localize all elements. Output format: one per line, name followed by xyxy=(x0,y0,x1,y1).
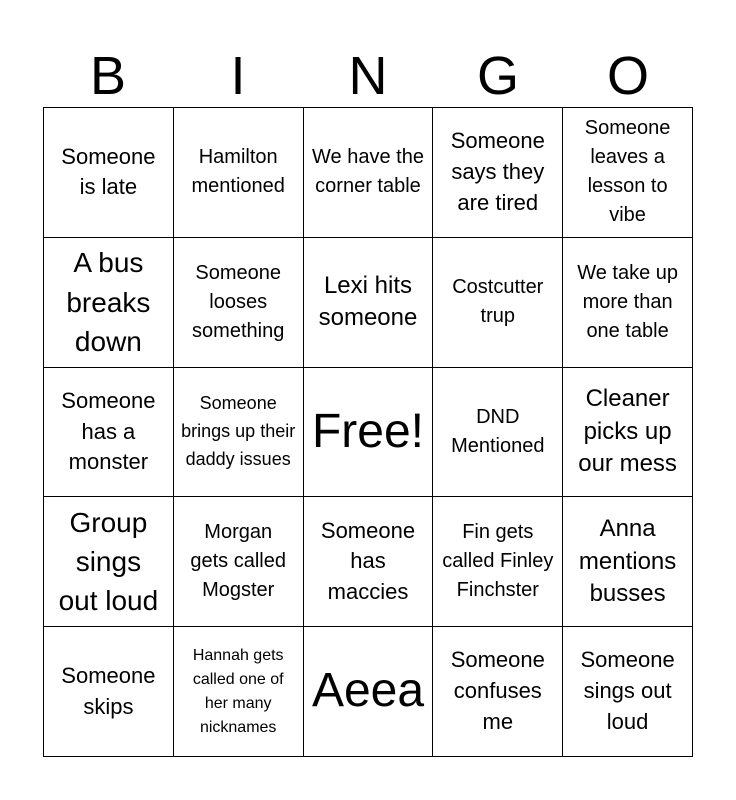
bingo-cell[interactable] xyxy=(174,627,304,757)
header-letter-g: G xyxy=(476,46,519,106)
cell-text: Someone says they are tired xyxy=(450,128,545,215)
bingo-cell[interactable] xyxy=(304,368,434,498)
bingo-cell[interactable] xyxy=(304,627,434,757)
bingo-cell[interactable] xyxy=(44,238,174,368)
free-space: Free! xyxy=(311,404,424,458)
bingo-cell[interactable] xyxy=(304,497,434,627)
cell-text: Morgan gets called Mogster xyxy=(190,521,286,602)
bingo-cell[interactable] xyxy=(433,108,563,238)
bingo-cell[interactable] xyxy=(433,497,563,627)
cell-text: Aeea xyxy=(311,664,425,718)
cell-text: Someone sings out loud xyxy=(580,647,675,734)
bingo-header xyxy=(43,45,693,107)
cell-text: Someone has a monster xyxy=(61,387,156,475)
cell-text: DND Mentioned xyxy=(451,405,545,457)
bingo-cell[interactable] xyxy=(174,108,304,238)
bingo-cell[interactable] xyxy=(563,368,693,498)
header-letter-i: I xyxy=(230,46,246,106)
bingo-cell[interactable] xyxy=(174,497,304,627)
cell-text: Someone has maccies xyxy=(320,517,416,605)
bingo-cell[interactable] xyxy=(304,108,434,238)
header-letter-o: O xyxy=(606,46,649,106)
bingo-cell[interactable] xyxy=(563,108,693,238)
bingo-cell[interactable] xyxy=(563,497,693,627)
cell-text: Hannah gets called one of her many nicknames xyxy=(192,646,284,736)
cell-text: Lexi hits someone xyxy=(318,271,418,332)
header-letter-b: B xyxy=(89,46,127,106)
cell-text: Group sings out loud xyxy=(58,507,159,617)
cell-text: We have the corner table xyxy=(312,146,424,198)
cell-text: Someone leaves a lesson to vibe xyxy=(584,117,671,227)
bingo-cell[interactable] xyxy=(433,368,563,498)
cell-text: We take up more than one table xyxy=(577,261,678,342)
bingo-grid xyxy=(43,107,693,757)
bingo-cell[interactable] xyxy=(44,368,174,498)
cell-text: Hamilton mentioned xyxy=(191,146,285,198)
header-letter-n: N xyxy=(348,46,388,106)
cell-text: Someone skips xyxy=(61,662,156,719)
bingo-cell[interactable] xyxy=(433,627,563,757)
bingo-cell[interactable] xyxy=(174,368,304,498)
cell-text: Anna mentions busses xyxy=(578,515,677,607)
cell-text: Cleaner picks up our mess xyxy=(578,385,677,478)
cell-text: Someone is late xyxy=(61,143,156,200)
bingo-cell[interactable] xyxy=(174,238,304,368)
bingo-cell[interactable] xyxy=(44,627,174,757)
bingo-cell[interactable] xyxy=(563,627,693,757)
cell-text: Costcutter trup xyxy=(452,276,544,328)
bingo-cell[interactable] xyxy=(563,238,693,368)
cell-text: Someone looses something xyxy=(192,261,285,342)
cell-text: Someone confuses me xyxy=(450,647,545,734)
cell-text: A bus breaks down xyxy=(66,247,151,357)
bingo-cell[interactable] xyxy=(433,238,563,368)
bingo-cell[interactable] xyxy=(44,497,174,627)
cell-text: Someone brings up their daddy issues xyxy=(181,393,296,469)
cell-text: Fin gets called Finley Finchster xyxy=(442,521,554,602)
bingo-cell[interactable] xyxy=(44,108,174,238)
bingo-cell[interactable] xyxy=(304,238,434,368)
